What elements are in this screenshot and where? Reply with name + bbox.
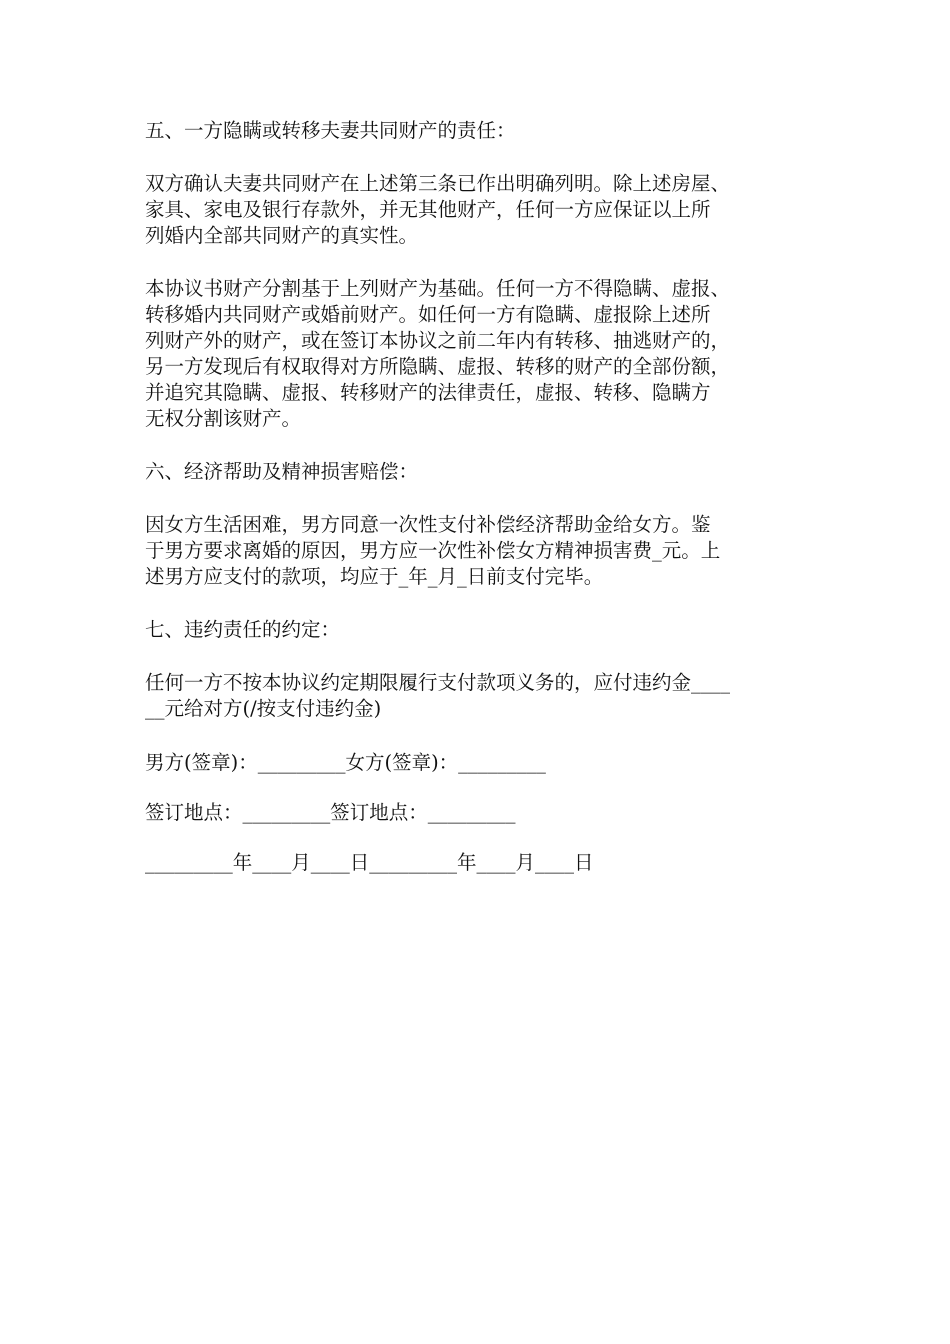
paragraph-line: 双方确认夫妻共同财产在上述第三条已作出明确列明。除上述房屋、 — [145, 172, 731, 195]
paragraph-line: 另一方发现后有权取得对方所隐瞒、虚报、转移的财产的全部份额， — [145, 355, 731, 378]
paragraph-line: 述男方应支付的款项，均应于_年_月_日前支付完毕。 — [145, 565, 604, 588]
section-6-paragraph-1 — [145, 512, 825, 590]
signature-block — [145, 750, 825, 876]
signature-dates-line: _________年____月____日_________年____月____日 — [145, 851, 594, 874]
section-7-heading — [145, 617, 825, 643]
paragraph-line: 列婚内全部共同财产的真实性。 — [145, 224, 419, 247]
section-5-paragraph-1 — [145, 171, 825, 249]
section-6-heading — [145, 459, 825, 485]
document-page — [145, 118, 825, 876]
paragraph-line: 转移婚内共同财产或婚前财产。如任何一方有隐瞒、虚报除上述所 — [145, 303, 711, 326]
paragraph-line: 并追究其隐瞒、虚报、转移财产的法律责任，虚报、转移、隐瞒方 — [145, 381, 711, 404]
paragraph-line: 因女方生活困难，男方同意一次性支付补偿经济帮助金给女方。鉴 — [145, 513, 711, 536]
paragraph-line: 本协议书财产分割基于上列财产为基础。任何一方不得隐瞒、虚报、 — [145, 277, 731, 300]
section-5-heading-text: 五、一方隐瞒或转移夫妻共同财产的责任： — [145, 119, 516, 142]
paragraph-line: 列财产外的财产，或在签订本协议之前二年内有转移、抽逃财产的， — [145, 329, 731, 352]
section-5-heading — [145, 118, 825, 144]
section-6-heading-text: 六、经济帮助及精神损害赔偿： — [145, 460, 419, 483]
paragraph-line: 任何一方不按本协议约定期限履行支付款项义务的，应付违约金____ — [145, 671, 731, 694]
paragraph-line: __元给对方(/按支付违约金) — [145, 697, 382, 720]
section-5-paragraph-2 — [145, 276, 825, 432]
signature-parties-line: 男方(签章)：_________女方(签章)：_________ — [145, 751, 546, 774]
section-7-paragraph-1 — [145, 670, 825, 722]
paragraph-line: 无权分割该财产。 — [145, 407, 302, 430]
paragraph-line: 于男方要求离婚的原因，男方应一次性补偿女方精神损害费_元。上 — [145, 539, 721, 562]
section-7-heading-text: 七、违约责任的约定： — [145, 618, 341, 641]
signature-places-line: 签订地点：_________签订地点：_________ — [145, 801, 516, 824]
paragraph-line: 家具、家电及银行存款外，并无其他财产，任何一方应保证以上所 — [145, 198, 711, 221]
